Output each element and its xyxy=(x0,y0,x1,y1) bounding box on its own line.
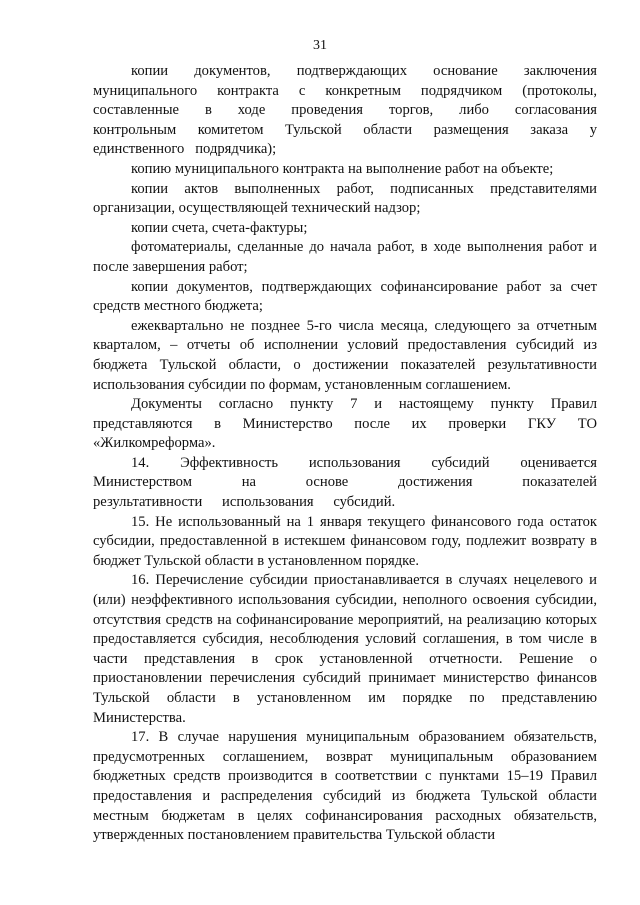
paragraph-invoices-copy: копии счета, счета-фактуры; xyxy=(131,219,308,236)
paragraph-item-15: 15. Не использованный на 1 января текущего финансового года остаток субсидии, предоставленной в истекшем финансовом году, подлежит возврату в бюджет Тульской области в установленном порядке. xyxy=(93,513,597,569)
document-body xyxy=(93,62,597,846)
page-number: 31 xyxy=(313,38,327,53)
paragraph-contract-basis-docs: копии документов, подтверждающих основание заключения муниципального контракта с конкретным подрядчиком (протоколы, составленные в ходе проведения торгов, либо согласования контрольным комитетом Тульской области размещения заказа у единственного подрядчика); xyxy=(93,63,597,158)
paragraph-photos: фотоматериалы, сделанные до начала работ, в ходе выполнения работ и после завершения работ; xyxy=(93,239,597,275)
paragraph-quarterly-reports: ежеквартально не позднее 5-го числа месяца, следующего за отчетным кварталом, – отчеты об исполнении условий предоставления субсидий из бюджета Тульской области, о достижении показателей результативности использования субсидии по формам, установленным соглашением. xyxy=(93,317,597,393)
paragraph-item-14: 14. Эффективность использования субсидий оценивается Министерством на основе достижения показателей результативности использования субсидий. xyxy=(93,454,597,511)
paragraph-cofinancing-docs: копии документов, подтверждающих софинансирование работ за счет средств местного бюджета; xyxy=(93,278,597,315)
paragraph-contract-copy: копию муниципального контракта на выполнение работ на объекте; xyxy=(131,160,554,177)
paragraph-acts-copy: копии актов выполненных работ, подписанных представителями организации, осуществляющей технический надзор; xyxy=(93,180,597,217)
paragraph-item-17: 17. В случае нарушения муниципальным образованием обязательств, предусмотренных соглашением, возврат муниципальным образованием бюджетных средств производится в соответствии с пунктами 15–19 Правил предоставления и распределения субсидий из бюджета Тульской области местным бюджетам в целях софинансирования расходных обязательств, утвержденных постановлением правительства Тульской области xyxy=(93,729,597,844)
paragraph-documents-submission: Документы согласно пункту 7 и настоящему пункту Правил представляются в Министерство после их проверки ГКУ ТО «Жилкомреформа». xyxy=(93,396,597,452)
paragraph-item-16: 16. Перечисление субсидии приостанавливается в случаях нецелевого и (или) неэффективного использования субсидии, неполного освоения субсидии, отсутствия средств на софинансирование мероприятий, на реализацию которых предоставляется субсидия, несоблюдения условий соглашения, в том числе в части представления в срок установленной отчетности. Решение о приостановлении перечисления субсидий принимает министерство финансов Тульской области в установленном им порядке по представлению Министерства. xyxy=(93,572,597,726)
